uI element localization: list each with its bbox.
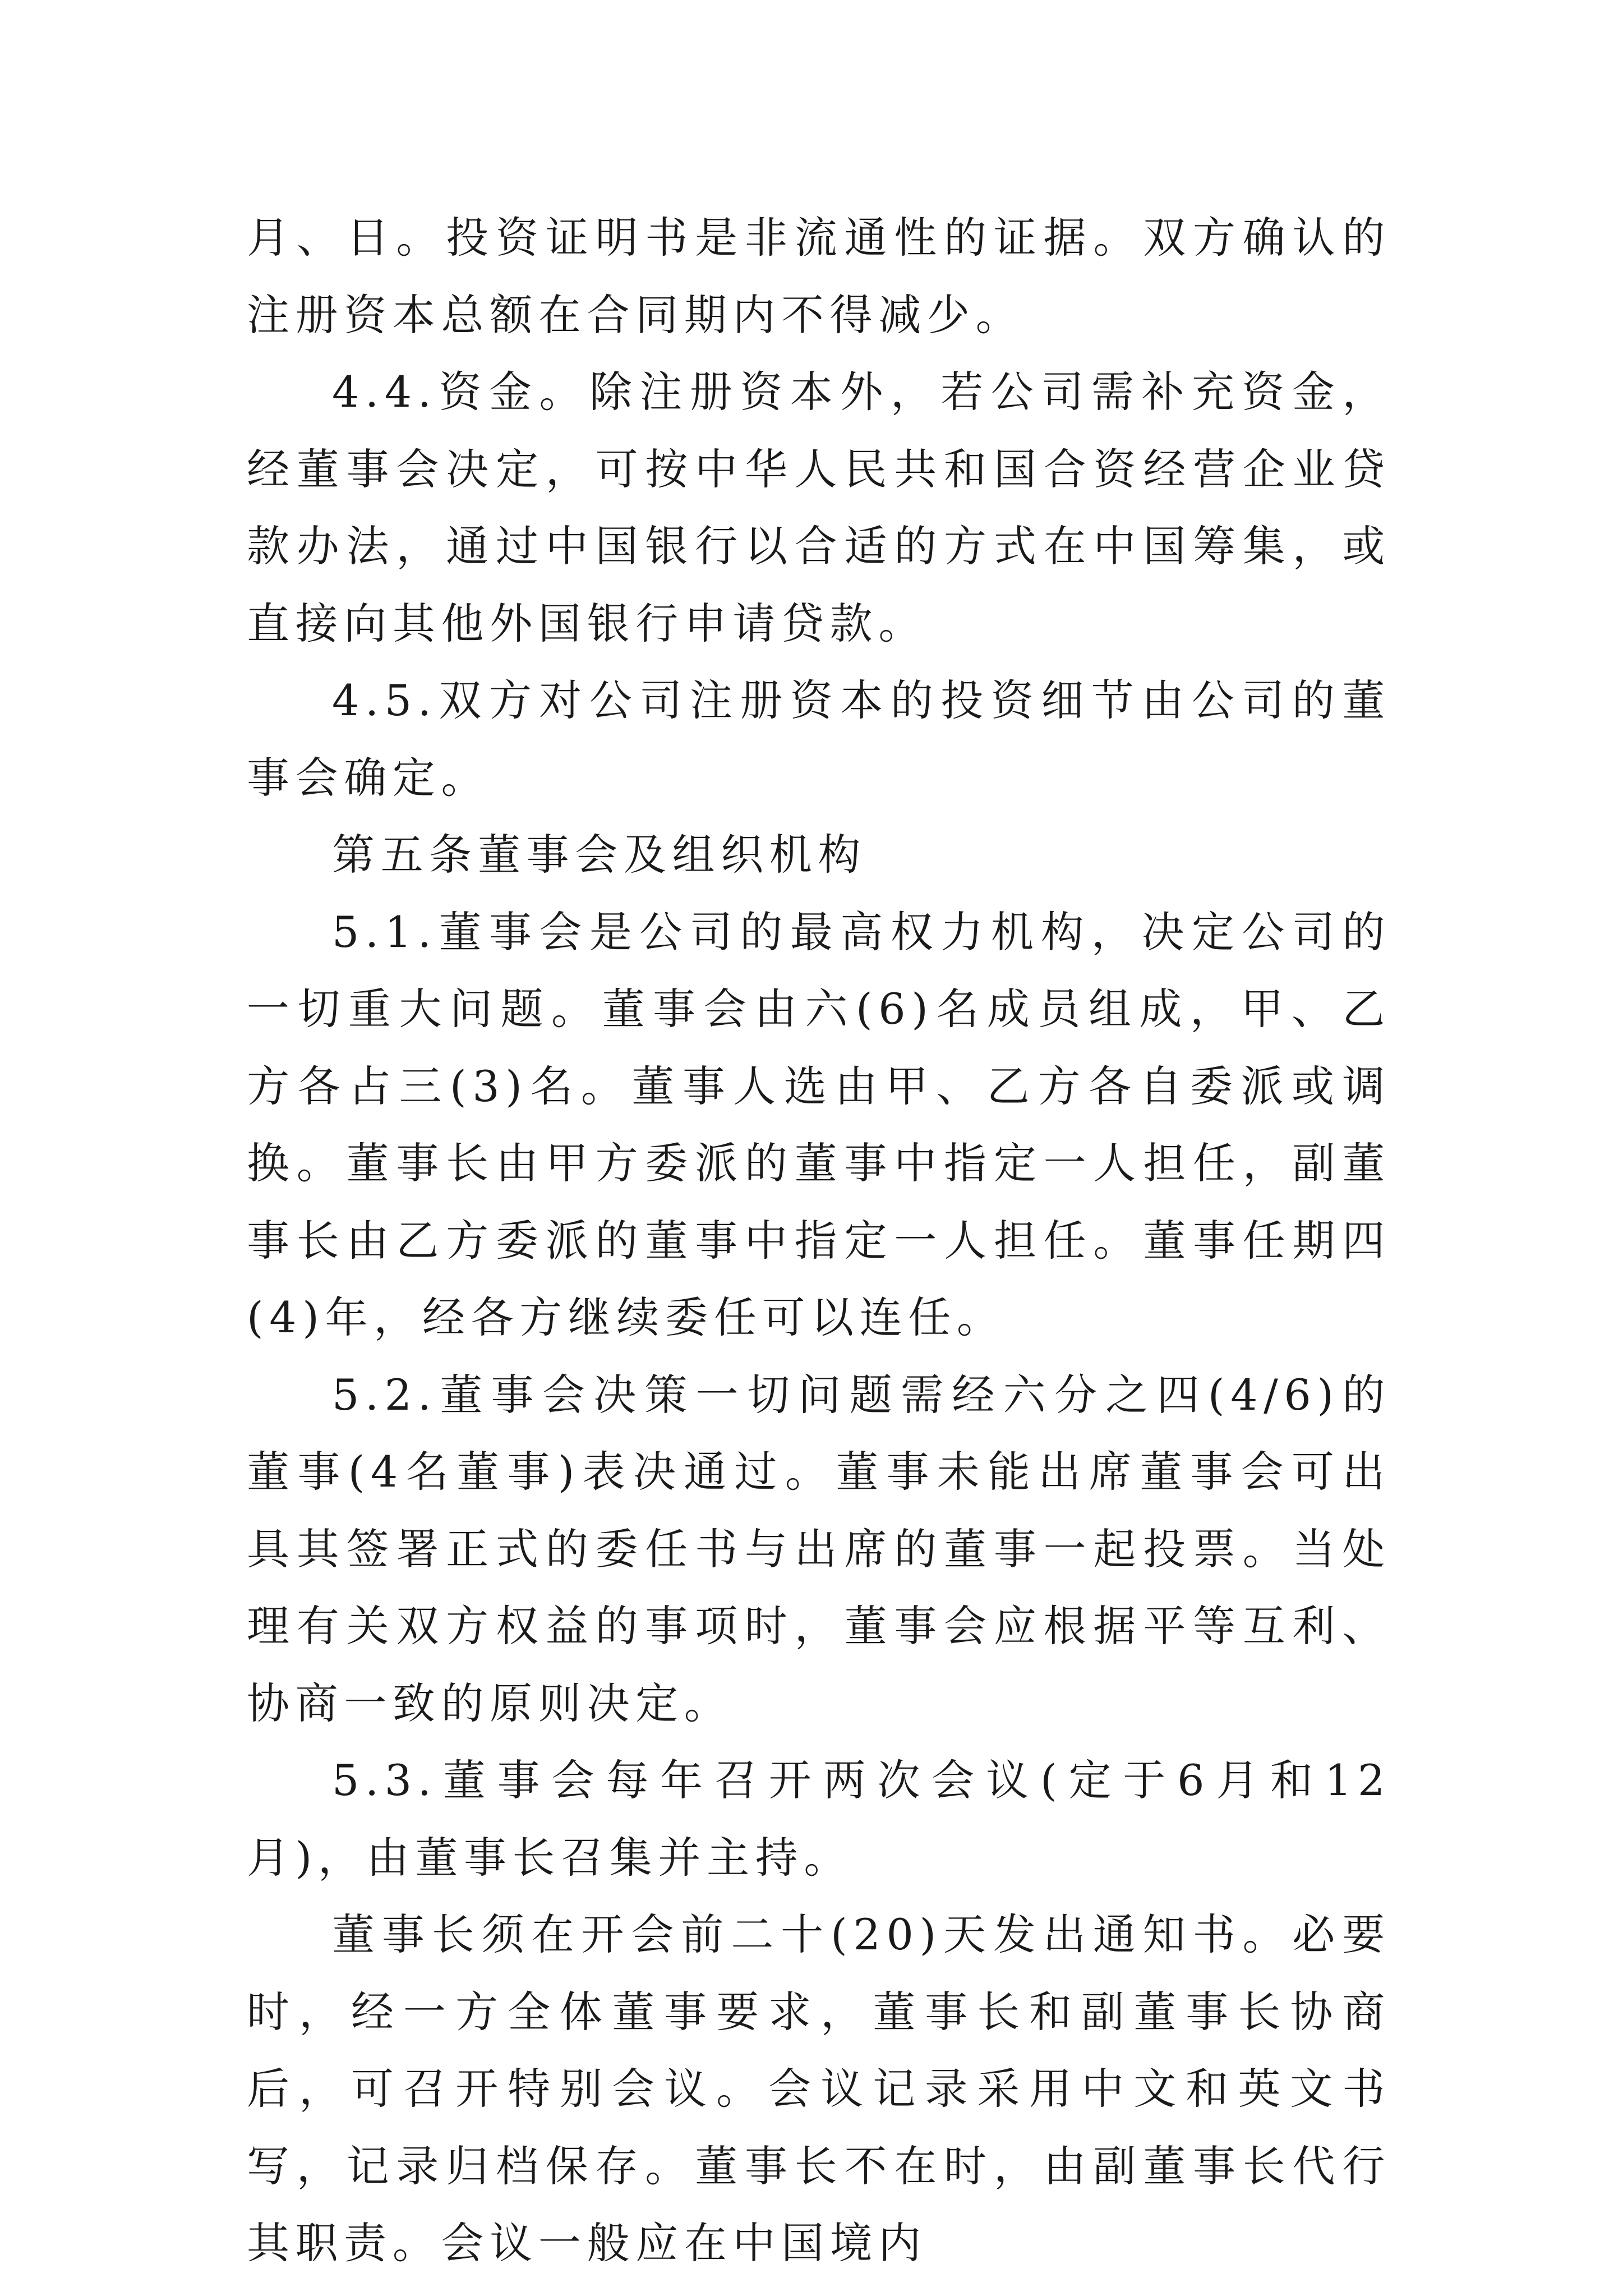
section-heading-article-5: 第五条董事会及组织机构	[332, 830, 867, 880]
paragraph-meeting-notice: 董事长须在开会前二十(20)天发出通知书。必要时，经一方全体董事要求，董事长和副董事长协商后，可召开特别会议。会议记录采用中文和英文书写，记录归档保存。董事长不在时，由副董事长代行其职责。会议一般应在中国境内	[247, 1910, 1391, 2268]
paragraph-4-4-funds: 4.4.资金。除注册资本外，若公司需补充资金，经董事会决定，可按中华人民共和国合资经营企业贷款办法，通过中国银行以合适的方式在中国筹集，或直接向其他外国银行申请贷款。	[247, 367, 1391, 648]
paragraph-5-1-board: 5.1.董事会是公司的最高权力机构，决定公司的一切重大问题。董事会由六(6)名成员组成，甲、乙方各占三(3)名。董事人选由甲、乙方各自委派或调换。董事长由甲方委派的董事中指定一人担任，副董事长由乙方委派的董事中指定一人担任。董事任期四(4)年，经各方继续委任可以连任。	[247, 907, 1391, 1342]
paragraph-4-5-investment-details: 4.5.双方对公司注册资本的投资细节由公司的董事会确定。	[247, 675, 1391, 803]
paragraph-continuation: 月、日。投资证明书是非流通性的证据。双方确认的注册资本总额在合同期内不得减少。	[247, 213, 1391, 340]
document-body	[247, 199, 1391, 2282]
paragraph-5-3-meetings: 5.3.董事会每年召开两次会议(定于6月和12月)，由董事长召集并主持。	[247, 1755, 1391, 1883]
paragraph-5-2-decisions: 5.2.董事会决策一切问题需经六分之四(4/6)的董事(4名董事)表决通过。董事未能出席董事会可出具其签署正式的委任书与出席的董事一起投票。当处理有关双方权益的事项时，董事会应根据平等互利、协商一致的原则决定。	[247, 1369, 1391, 1728]
